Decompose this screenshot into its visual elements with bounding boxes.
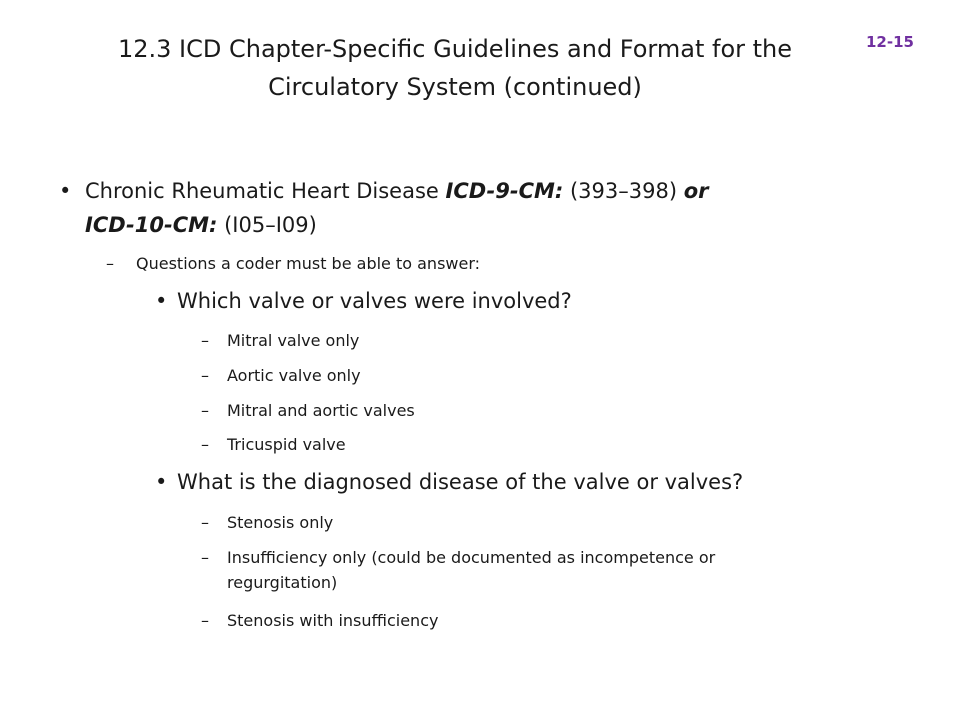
dash-marker: – — [201, 611, 209, 630]
question-diagnosed-disease — [155, 467, 744, 497]
option-text: Mitral and aortic valves — [227, 401, 415, 420]
list-item — [201, 328, 360, 353]
sub-questions — [106, 252, 481, 276]
option-text: Stenosis with insufficiency — [227, 611, 439, 630]
dash-marker: – — [201, 331, 209, 350]
question-2-text: What is the diagnosed disease of the valve or valves? — [177, 470, 744, 494]
sub-questions-text: Questions a coder must be able to answer: — [136, 254, 481, 273]
dash-marker: – — [106, 254, 114, 273]
bullet-marker: • — [155, 470, 168, 494]
option-text-line-1: Insufficiency only (could be documented as incompetence or — [227, 548, 716, 567]
bullet-marker: • — [155, 289, 168, 313]
bullet1-text-b: (393–398) — [563, 179, 684, 203]
bullet1-text-a: Chronic Rheumatic Heart Disease — [85, 179, 446, 203]
dash-marker: – — [201, 366, 209, 385]
slide-title — [60, 30, 850, 106]
title-line-2: Circulatory System (continued) — [268, 73, 642, 101]
icd9-label: ICD-9-CM: — [445, 179, 564, 203]
option-text-line-2: regurgitation) — [227, 573, 338, 592]
title-line-1: 12.3 ICD Chapter-Specific Guidelines and Format for the — [117, 35, 793, 63]
bullet1-text-c: (I05–I09) — [217, 213, 317, 237]
list-item — [201, 545, 927, 595]
slide-number: 12-15 — [866, 33, 914, 51]
bullet-marker: • — [59, 179, 72, 203]
option-text: Aortic valve only — [227, 366, 361, 385]
question-valves-involved — [155, 286, 572, 316]
list-item — [201, 398, 415, 423]
dash-marker: – — [201, 435, 209, 454]
or-word: or — [683, 179, 709, 203]
list-item — [201, 432, 346, 457]
question-1-text: Which valve or valves were involved? — [177, 289, 572, 313]
dash-marker: – — [201, 548, 209, 567]
dash-marker: – — [201, 513, 209, 532]
list-item — [201, 608, 439, 633]
list-item — [201, 363, 361, 388]
dash-marker: – — [201, 401, 209, 420]
bullet-chronic-rheumatic — [59, 174, 885, 242]
icd10-label: ICD-10-CM: — [85, 213, 218, 237]
option-text: Tricuspid valve — [227, 435, 346, 454]
list-item — [201, 510, 334, 535]
option-text: Stenosis only — [227, 513, 334, 532]
option-text: Mitral valve only — [227, 331, 360, 350]
